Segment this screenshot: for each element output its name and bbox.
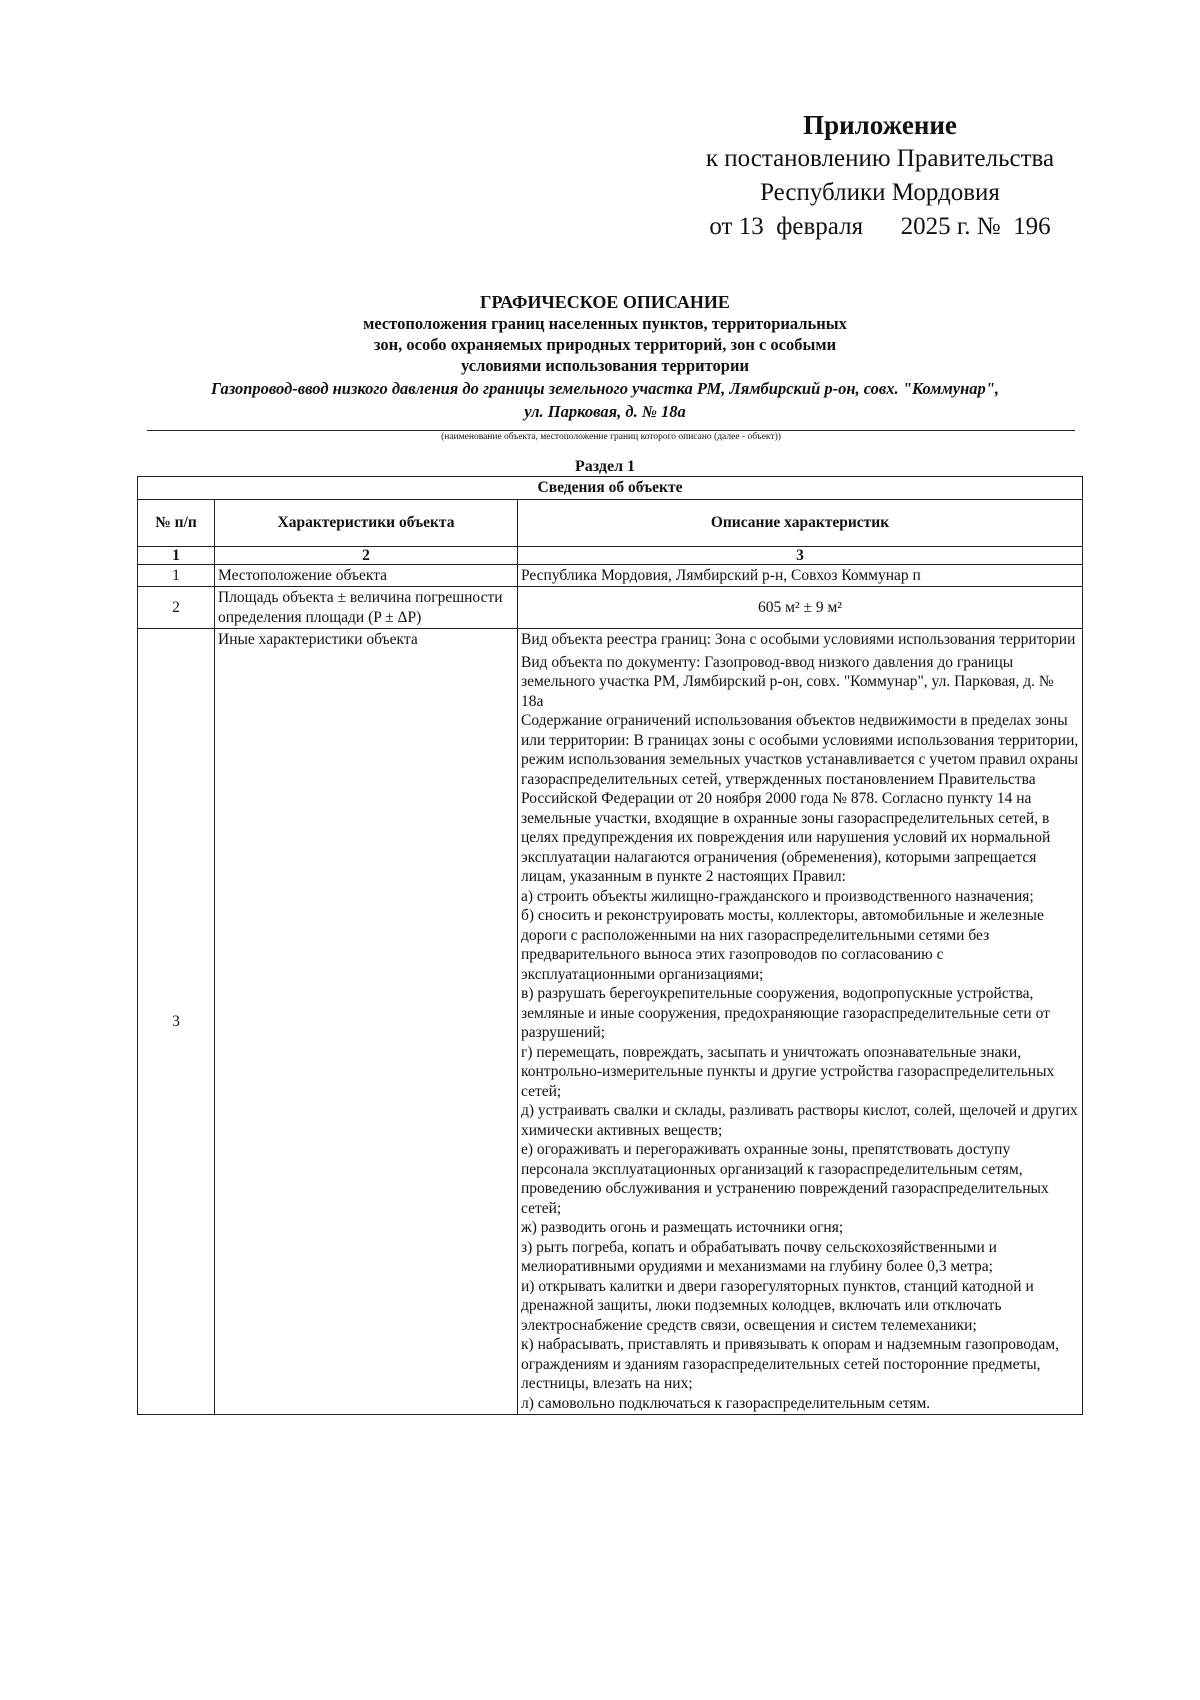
description-paragraph: з) рыть погреба, копать и обрабатывать почву сельскохозяйственными и мелиоративными орудиями и механизмами на глубину более 0,3 метра;: [521, 1238, 997, 1275]
object-info-table: [137, 476, 1083, 1415]
description-paragraph: Содержание ограничений использования объектов недвижимости в пределах зоны или территории: В границах зоны с особыми условиями использования территории, режим использования земельных участков устанавливается с учетом правил охраны газораспределительных сетей, утвержденных постановлением Правительства Российской Федерации от 20 ноября 2000 года № 878. Согласно пункту 14 на земельные участки, входящие в охранные зоны газораспределительных сетей, в целях предупреждения их повреждения или нарушения условий их нормальной эксплуатации налагаются ограничения (обременения), которыми запрещается лицам, указанным в пункте 2 настоящих Правил:: [521, 712, 1079, 885]
table-title-row: [138, 477, 1083, 500]
description-paragraph: л) самовольно подключаться к газораспределительным сетям.: [521, 1394, 931, 1412]
heading-line-1: местоположения границ населенных пунктов, территориальных: [363, 314, 847, 333]
appendix-line-2: Республики Мордовия: [760, 179, 1000, 206]
table-row: [138, 629, 1083, 1415]
column-number-1: 1: [138, 546, 215, 564]
description-paragraph: ж) разводить огонь и размещать источники огня;: [521, 1219, 844, 1236]
description-paragraph: Вид объекта по документу: Газопровод-ввод низкого давления до границы земельного участка РМ, Лямбирский р-он, совх. "Коммунар", ул. Парковая, д. № 18а: [521, 653, 1054, 710]
object-name-line-1: Газопровод-ввод низкого давления до границы земельного участка РМ, Лямбирский р-он, совх. "Коммунар",: [210, 379, 1000, 398]
description-paragraph: к) набрасывать, приставлять и привязывать к опорам и надземным газопроводам, ограждениям и зданиям газораспределительных сетей посторонние предметы, лестницы, влезать на них;: [521, 1336, 1060, 1392]
object-name-caption: (наименование объекта, местоположение границ которого описано (далее - объект)): [441, 432, 781, 442]
document-heading: [135, 292, 1075, 422]
appendix-title: Приложение: [803, 110, 957, 140]
column-number-2: 2: [215, 546, 518, 564]
description-paragraph: а) строить объекты жилищно-гражданского и производственного назначения;: [521, 887, 1034, 905]
description-paragraph: в) разрушать берегоукрепительные сооружения, водопропускные устройства, земляные и иные сооружения, предохраняющие газораспределительные сети от разрушений;: [521, 985, 1050, 1041]
description-paragraph: д) устраивать свалки и склады, разливать растворы кислот, солей, щелочей и других химически активных веществ;: [521, 1102, 1078, 1139]
row-description: 605 м² ± 9 м²: [518, 587, 1083, 629]
document-title: ГРАФИЧЕСКОЕ ОПИСАНИЕ: [480, 292, 730, 312]
row-characteristic: Местоположение объекта: [215, 564, 518, 587]
description-paragraph: б) сносить и реконструировать мосты, коллекторы, автомобильные и железные дороги с расположенными на них газораспределительными сетями без предварительного выноса этих газопроводов по согласованию с эксплуатационными организациями;: [521, 907, 1044, 983]
section-title: Раздел 1: [574, 458, 636, 475]
heading-line-3: условиями использования территории: [461, 356, 749, 375]
column-number-row: [138, 546, 1083, 564]
description-paragraph: е) огораживать и перегораживать охранные зоны, препятствовать доступу персонала эксплуатационных организаций к газораспределительным сетям, проведению обслуживания и устранению повреждений газораспределительных сетей;: [521, 1141, 1049, 1217]
column-number-3: 3: [518, 546, 1083, 564]
heading-line-2: зон, особо охраняемых природных территорий, зон с особыми: [373, 335, 837, 354]
row-number: 3: [138, 629, 215, 1415]
object-name-line-2: ул. Парковая, д. № 18а: [524, 402, 686, 421]
row-number: 1: [138, 564, 215, 587]
header-number: № п/п: [138, 499, 215, 546]
description-paragraph: и) открывать калитки и двери газорегуляторных пунктов, станций катодной и дренажной защиты, люки подземных колодцев, включать или отключать электроснабжение средств связи, освещения и систем телемеханики;: [521, 1277, 1034, 1334]
table-header-row: [138, 499, 1083, 546]
header-characteristic: Характеристики объекта: [215, 499, 518, 546]
table-row: [138, 564, 1083, 587]
appendix-date: от 13 февраля 2025 г. № 196: [709, 213, 1051, 240]
appendix-block: [660, 108, 1100, 244]
table-row: [138, 587, 1083, 629]
row-characteristic: Площадь объекта ± величина погрешности определения площади (P ± ΔP): [215, 587, 518, 629]
header-description: Описание характеристик: [518, 499, 1083, 546]
description-paragraph: Вид объекта реестра границ: Зона с особыми условиями использования территории: [521, 631, 1076, 648]
description-paragraph: г) перемещать, повреждать, засыпать и уничтожать опознавательные знаки, контрольно-измерительные пункты и другие устройства газораспределительных сетей;: [521, 1043, 1055, 1100]
row-description: [518, 629, 1083, 1415]
row-description: Республика Мордовия, Лямбирский р-н, Совхоз Коммунар п: [518, 564, 1083, 587]
row-number: 2: [138, 587, 215, 629]
row-characteristic: Иные характеристики объекта: [215, 629, 518, 1415]
appendix-line-1: к постановлению Правительства: [705, 145, 1055, 172]
table-title: Сведения об объекте: [138, 477, 1083, 500]
